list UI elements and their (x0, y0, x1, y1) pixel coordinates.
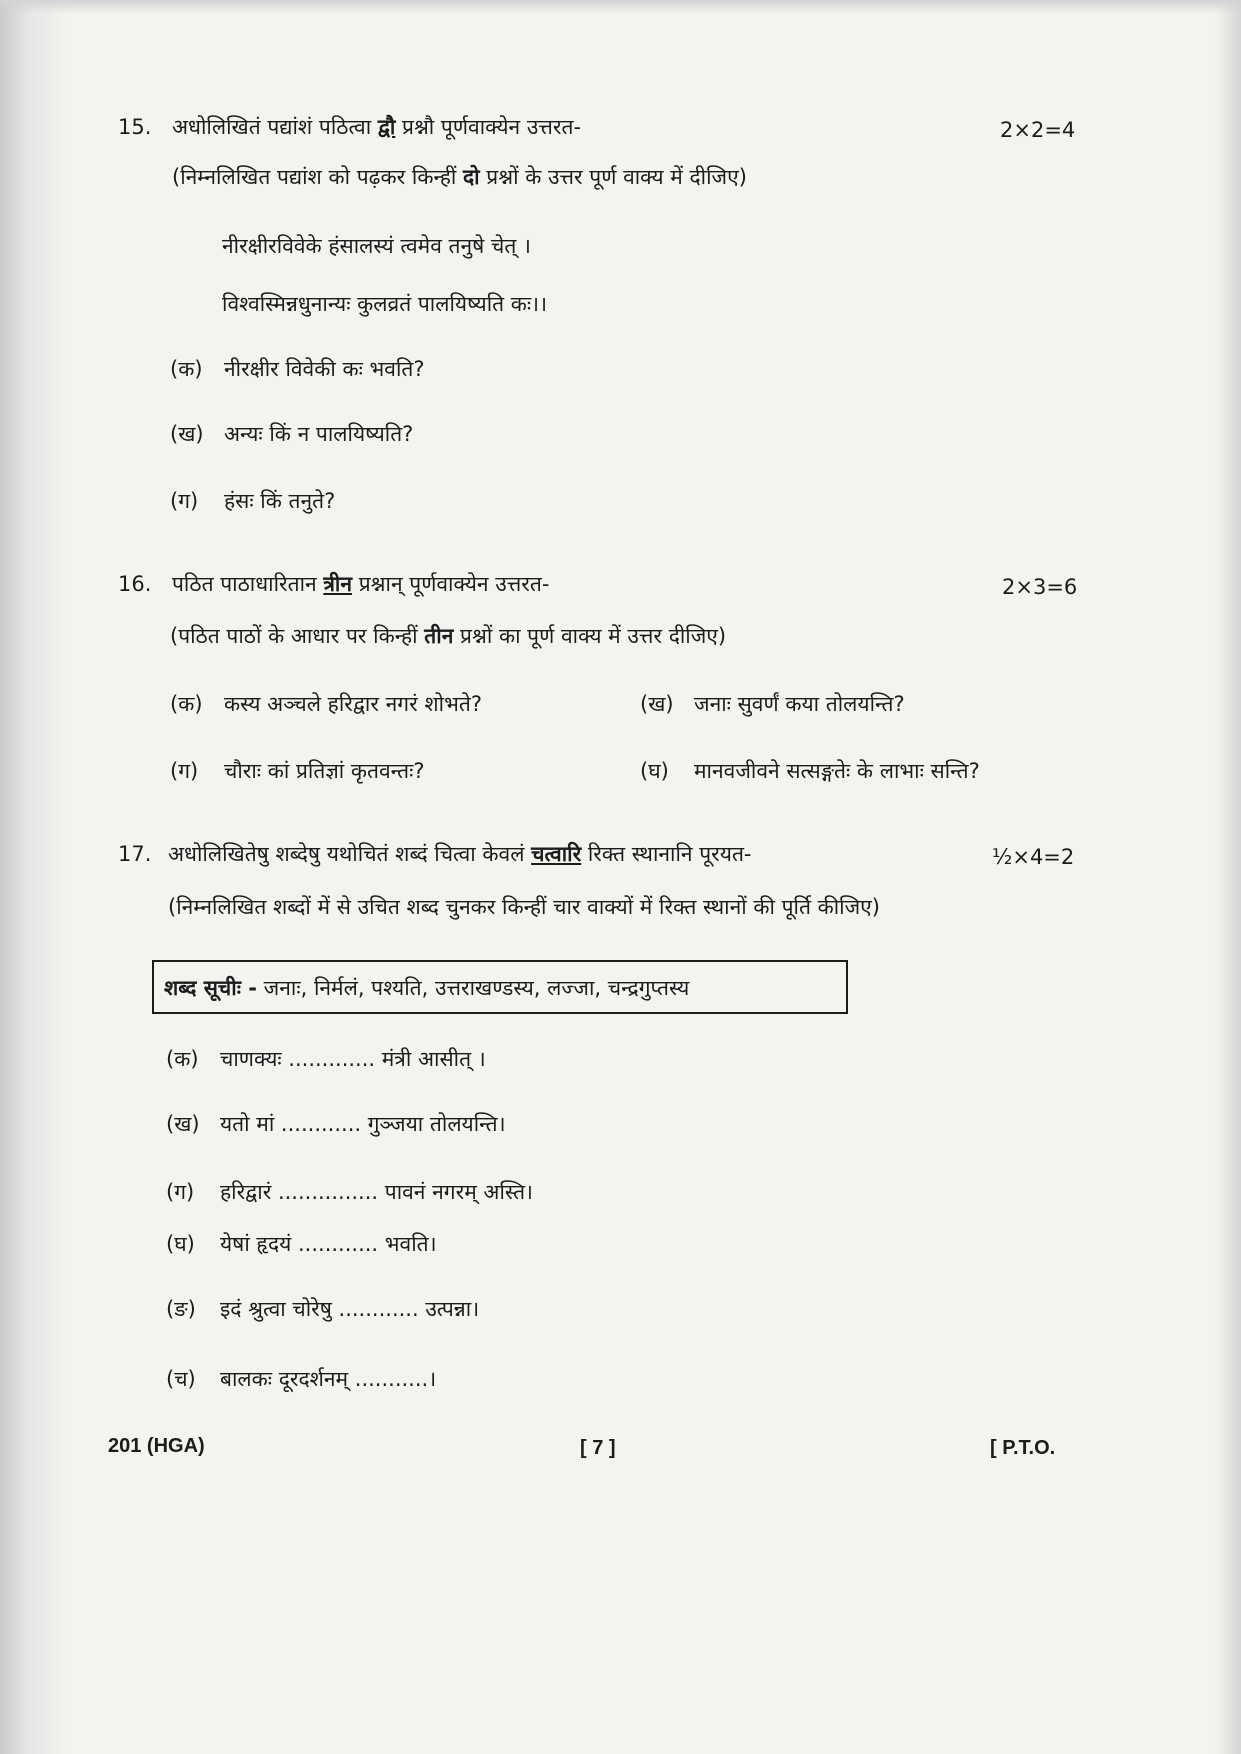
option-text: जनाः सुवर्णं कया तोलयन्ति? (694, 692, 905, 716)
page-number: [ 7 ] (580, 1437, 616, 1459)
scan-shadow-left (0, 0, 70, 1754)
pto-note: [ P.T.O. (990, 1437, 1056, 1459)
option-text: हरिद्वारं ............... पावनं नगरम् अस्ति। (220, 1180, 534, 1204)
instruction-emphasis: द्वौ (377, 115, 396, 139)
hindi-text: (पठित पाठों के आधार पर किन्हीं (170, 624, 425, 648)
option-label: (ग) (166, 1180, 195, 1204)
option-label: (ख) (166, 1112, 200, 1136)
scan-shadow-top (0, 0, 1241, 14)
option-label: (ग) (170, 759, 199, 783)
hindi-text: प्रश्नों के उत्तर पूर्ण वाक्य में दीजिए) (479, 165, 747, 189)
fill-blank-item (166, 1295, 479, 1323)
question-hindi-instruction (172, 163, 747, 191)
verse-line-2: विश्वस्मिन्नधुनान्यः कुलव्रतं पालयिष्यति कः।। (222, 292, 548, 316)
fill-blank-item (166, 1110, 506, 1138)
question-number: 16. (118, 572, 152, 596)
instruction-emphasis: त्रीन (323, 572, 353, 596)
fill-blank-item (166, 1365, 436, 1393)
option-label: (घ) (166, 1232, 195, 1256)
marks: 2×2=4 (1000, 118, 1076, 142)
fill-blank-item (166, 1230, 437, 1258)
instruction-text: प्रश्नान् पूर्णवाक्येन उत्तरत- (352, 572, 550, 596)
word-list-label: शब्द सूचीः - (164, 976, 257, 1000)
word-list-items: जनाः, निर्मलं, पश्यति, उत्तराखण्डस्य, लज्जा, चन्द्रगुप्तस्य (263, 976, 690, 1000)
option (640, 690, 905, 718)
fill-blank-item (166, 1045, 486, 1073)
option (170, 420, 413, 448)
marks: ½×4=2 (992, 845, 1075, 869)
option (170, 757, 425, 785)
option (170, 487, 335, 515)
option-label: (ग) (170, 489, 199, 513)
option-text: कस्य अञ्चले हरिद्वार नगरं शोभते? (224, 692, 482, 716)
option (170, 355, 425, 383)
question-hindi-instruction (170, 622, 726, 650)
hindi-text: प्रश्नों का पूर्ण वाक्य में उत्तर दीजिए) (453, 624, 727, 648)
option-text: अन्यः किं न पालयिष्यति? (224, 422, 414, 446)
option-label: (ख) (640, 692, 674, 716)
option-text: यतो मां ............ गुञ्जया तोलयन्ति। (220, 1112, 506, 1136)
option-text: हंसः किं तनुते? (224, 489, 336, 513)
instruction-text: रिक्त स्थानानि पूरयत- (581, 842, 752, 866)
hindi-emphasis: तीन (424, 624, 454, 648)
option-text: येषां हृदयं ............ भवति। (220, 1232, 437, 1256)
marks: 2×3=6 (1002, 575, 1078, 599)
instruction-text: पठित पाठाधारितान (172, 572, 324, 596)
instruction-emphasis: चत्वारि (531, 842, 582, 866)
option-text: इदं श्रुत्वा चोरेषु ............ उत्पन्ना। (220, 1297, 480, 1321)
paper-code: 201 (HGA) (108, 1435, 205, 1457)
word-list-box (152, 960, 848, 1014)
option-label: (ङ) (166, 1297, 196, 1321)
question-instruction (172, 113, 581, 141)
option-text: चौराः कां प्रतिज्ञां कृतवन्तः? (224, 759, 425, 783)
option-label: (क) (170, 357, 203, 381)
option-text: चाणक्यः ............. मंत्री आसीत् । (220, 1047, 486, 1071)
option (170, 690, 482, 718)
question-instruction (172, 570, 549, 598)
option-label: (क) (166, 1047, 199, 1071)
scan-shadow-right (1215, 0, 1241, 1754)
question-number: 17. (118, 842, 152, 866)
instruction-text: अधोलिखितेषु शब्देषु यथोचितं शब्दं चित्वा केवलं (168, 842, 532, 866)
instruction-text: प्रश्नौ पूर्णवाक्येन उत्तरत- (395, 115, 582, 139)
fill-blank-item (166, 1178, 533, 1206)
instruction-text: अधोलिखितं पद्यांशं पठित्वा (172, 115, 378, 139)
hindi-text: (निम्नलिखित पद्यांश को पढ़कर किन्हीं (172, 165, 464, 189)
question-hindi-instruction: (निम्नलिखित शब्दों में से उचित शब्द चुनकर किन्हीं चार वाक्यों में रिक्त स्थानों की पूर्ति कीजिए) (168, 895, 880, 919)
option-label: (ख) (170, 422, 204, 446)
option-label: (घ) (640, 759, 669, 783)
verse-line-1: नीरक्षीरविवेके हंसालस्यं त्वमेव तनुषे चेत् । (222, 234, 531, 258)
option (640, 757, 980, 785)
question-number: 15. (118, 115, 152, 139)
option-text: मानवजीवने सत्सङ्गतेः के लाभाः सन्ति? (694, 759, 980, 783)
option-label: (क) (170, 692, 203, 716)
option-text: नीरक्षीर विवेकी कः भवति? (224, 357, 425, 381)
option-text: बालकः दूरदर्शनम् ...........। (220, 1367, 437, 1391)
hindi-emphasis: दो (463, 165, 480, 189)
word-list (164, 974, 689, 1002)
option-label: (च) (166, 1367, 196, 1391)
question-instruction (168, 840, 752, 868)
